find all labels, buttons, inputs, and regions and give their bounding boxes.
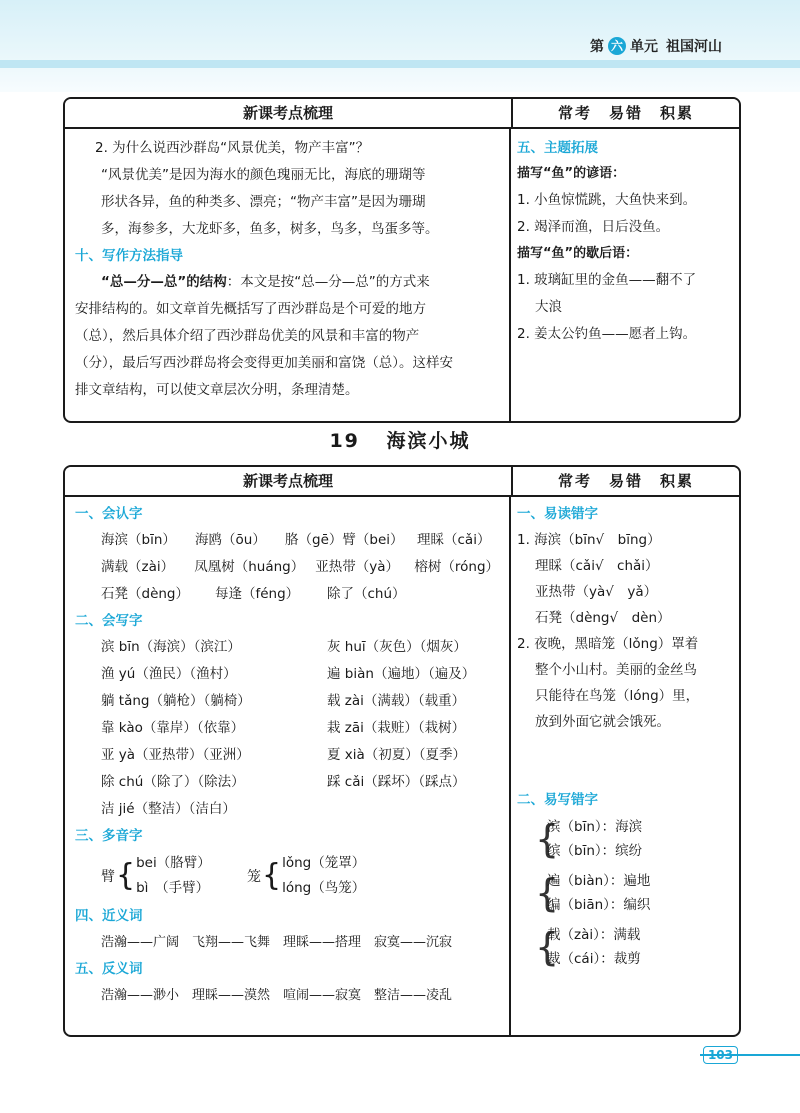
answer-line: “风景优美”是因为海水的颜色瑰丽无比，海底的珊瑚等 bbox=[101, 167, 426, 183]
read-item: 榕树（róng） bbox=[414, 559, 500, 575]
polyphone-readings bbox=[136, 851, 211, 901]
read-item: 凤凰树（huáng） bbox=[194, 559, 305, 575]
write-row bbox=[75, 634, 499, 661]
polyphone-group bbox=[101, 851, 247, 901]
proverb-item: 2. 竭泽而渔，日后没鱼。 bbox=[517, 219, 670, 235]
miswrite-pair bbox=[517, 923, 733, 971]
miswrite-pair-items bbox=[547, 815, 642, 863]
misread-sentence: 放到外面它就会饿死。 bbox=[535, 714, 670, 730]
polyphone-reading: lóng（鸟笼） bbox=[282, 880, 366, 896]
box-header bbox=[65, 99, 739, 129]
left-column-title: 新课考点梳理 bbox=[65, 467, 513, 495]
box-body bbox=[65, 129, 739, 421]
miswrite-item: 缤（bīn）：缤纷 bbox=[547, 843, 643, 859]
antonym-list: 浩瀚——渺小 理睬——漠然 喧闹——寂寞 整洁——凌乱 bbox=[101, 988, 453, 1003]
brace-icon: { bbox=[535, 925, 560, 969]
unit-suffix: 单元 bbox=[630, 39, 658, 55]
xiehouyu-item: 1. 玻璃缸里的金鱼——翻不了 bbox=[517, 272, 697, 288]
read-item: 亚热带（yà） bbox=[315, 559, 399, 575]
miswrite-item: 编（biān）：编织 bbox=[547, 897, 651, 913]
misread-sentence: 只能待在鸟笼（lóng）里， bbox=[535, 688, 700, 704]
box-header bbox=[65, 467, 739, 497]
structure-term: “总—分—总”的结构 bbox=[101, 274, 227, 290]
miswrite-pair bbox=[517, 869, 733, 917]
write-row bbox=[75, 688, 499, 715]
brace-icon: { bbox=[535, 817, 560, 861]
read-item: 海滨（bīn） bbox=[101, 532, 176, 548]
write-item: 遍 biàn（遍地）（遍及） bbox=[327, 666, 476, 682]
miswrite-item: 滨（bīn）：海滨 bbox=[547, 819, 643, 835]
write-item: 靠 kào（靠岸）（依靠） bbox=[101, 720, 245, 736]
xiehouyu-heading: 描写“鱼”的歇后语： bbox=[517, 246, 639, 261]
unit-number-badge: 六 bbox=[608, 37, 626, 55]
section-heading: 四、近义词 bbox=[75, 908, 143, 924]
right-column bbox=[511, 129, 739, 421]
spacer bbox=[517, 735, 733, 787]
polyphone-reading: bì （手臂） bbox=[136, 880, 210, 896]
section-heading: 十、写作方法指导 bbox=[75, 248, 183, 264]
miswrite-item: 裁（cái）：裁剪 bbox=[547, 951, 641, 967]
write-item: 渔 yú（渔民）（渔村） bbox=[101, 666, 237, 682]
misread-sentence: 整个小山村。美丽的金丝鸟 bbox=[535, 662, 697, 678]
write-item: 洁 jié（整洁）（洁白） bbox=[101, 801, 236, 817]
miswrite-pair-items bbox=[547, 869, 650, 917]
left-column bbox=[65, 129, 511, 421]
write-item: 滨 bīn（海滨）（滨江） bbox=[101, 639, 241, 655]
page-number: 103 bbox=[703, 1046, 738, 1064]
structure-line bbox=[75, 269, 499, 296]
section-heading: 五、主题拓展 bbox=[517, 140, 598, 156]
misread-item: 亚热带（yà√ yǎ） bbox=[535, 584, 658, 600]
unit-title: 祖国河山 bbox=[666, 39, 722, 55]
read-item: 每逢（féng） bbox=[215, 586, 300, 602]
review-box-19 bbox=[63, 465, 741, 1037]
answer-line: 多，海参多，大龙虾多，鱼多，树多，鸟多，鸟蛋多等。 bbox=[101, 221, 439, 237]
structure-text: ：本文是按“总—分—总”的方式来 bbox=[226, 274, 430, 290]
read-row bbox=[75, 527, 499, 554]
write-item: 栽 zāi（栽赃）（栽树） bbox=[327, 720, 466, 736]
lesson-title bbox=[0, 426, 800, 453]
xiehouyu-item-cont: 大浪 bbox=[535, 299, 562, 315]
proverb-heading: 描写“鱼”的谚语： bbox=[517, 166, 626, 181]
synonym-list: 浩瀚——广阔 飞翔——飞舞 理睬——搭理 寂寞——沉寂 bbox=[101, 935, 453, 950]
proverb-item: 1. 小鱼惊慌跳，大鱼快来到。 bbox=[517, 192, 697, 208]
lesson-name: 海滨小城 bbox=[386, 430, 471, 452]
left-column bbox=[65, 497, 511, 1035]
section-heading: 二、会写字 bbox=[75, 613, 143, 629]
write-row bbox=[75, 769, 499, 796]
misread-item: 理睬（cǎi√ chǎi） bbox=[535, 558, 659, 574]
read-row bbox=[75, 554, 499, 581]
write-item: 灰 huī（灰色）（烟灰） bbox=[327, 639, 467, 655]
read-item: 满载（zài） bbox=[101, 559, 175, 575]
question-2: 2. 为什么说西沙群岛“风景优美，物产丰富”？ bbox=[95, 140, 370, 156]
write-item: 除 chú（除了）（除法） bbox=[101, 774, 245, 790]
read-item: 胳（gē）臂（bei） bbox=[285, 532, 404, 548]
unit-header bbox=[590, 36, 722, 56]
misread-item: 石凳（dèng√ dèn） bbox=[535, 610, 671, 626]
structure-text: （分），最后写西沙群岛将会变得更加美丽和富饶（总）。这样安 bbox=[75, 355, 453, 371]
right-column-title: 常考 易错 积累 bbox=[557, 104, 694, 122]
write-item: 躺 tǎng（躺枪）（躺椅） bbox=[101, 693, 251, 709]
read-item: 石凳（dèng） bbox=[101, 586, 190, 602]
write-row bbox=[75, 715, 499, 742]
read-item: 理睬（cǎi） bbox=[417, 532, 491, 548]
write-item: 夏 xià（初夏）（夏季） bbox=[327, 747, 467, 763]
write-item: 踩 cǎi（踩坏）（踩点） bbox=[327, 774, 466, 790]
structure-text: （总），然后具体介绍了西沙群岛优美的风景和丰富的物产 bbox=[75, 328, 420, 344]
unit-prefix: 第 bbox=[590, 39, 604, 55]
miswrite-item: 遍（biàn）：遍地 bbox=[547, 873, 651, 889]
structure-text: 排文章结构，可以使文章层次分明，条理清楚。 bbox=[75, 382, 359, 398]
miswrite-pair-items bbox=[547, 923, 641, 971]
write-item: 载 zài（满载）（载重） bbox=[327, 693, 466, 709]
answer-line: 形状各异，鱼的种类多、漂亮；“物产丰富”是因为珊瑚 bbox=[101, 194, 426, 210]
banner-band bbox=[0, 60, 800, 68]
polyphone-reading: lǒng（笼罩） bbox=[282, 855, 366, 871]
section-heading: 二、易写错字 bbox=[517, 792, 598, 808]
review-box-18 bbox=[63, 97, 741, 423]
write-row bbox=[75, 661, 499, 688]
miswrite-pair bbox=[517, 815, 733, 863]
lesson-number: 19 bbox=[329, 430, 360, 452]
write-row bbox=[75, 742, 499, 769]
polyphone-reading: bei（胳臂） bbox=[136, 855, 211, 871]
misread-item: 1. 海滨（bīn√ bīng） bbox=[517, 532, 661, 548]
write-row bbox=[75, 796, 499, 823]
misread-sentence: 2. 夜晚，黑暗笼（lǒng）罩着 bbox=[517, 636, 699, 652]
polyphone-char: 笼 bbox=[247, 869, 261, 885]
read-item: 除了（chú） bbox=[327, 586, 406, 602]
polyphone-group bbox=[247, 851, 365, 901]
polyphone-row bbox=[75, 849, 499, 903]
structure-text: 安排结构的。如文章首先概括写了西沙群岛是个可爱的地方 bbox=[75, 301, 426, 317]
brace-icon: { bbox=[535, 871, 560, 915]
polyphone-readings bbox=[282, 851, 365, 901]
right-column-title: 常考 易错 积累 bbox=[557, 472, 694, 490]
read-row bbox=[75, 581, 499, 608]
section-heading: 五、反义词 bbox=[75, 961, 143, 977]
xiehouyu-item: 2. 姜太公钓鱼——愿者上钩。 bbox=[517, 326, 697, 342]
left-column-title: 新课考点梳理 bbox=[65, 99, 513, 127]
box-body bbox=[65, 497, 739, 1035]
right-column bbox=[511, 497, 739, 1035]
read-item: 海鸥（ōu） bbox=[195, 532, 266, 548]
polyphone-char: 臂 bbox=[101, 869, 115, 885]
section-heading: 三、多音字 bbox=[75, 828, 143, 844]
miswrite-item: 载（zài）：满载 bbox=[547, 927, 641, 943]
write-item: 亚 yà（亚热带）（亚洲） bbox=[101, 747, 250, 763]
brace-icon: { bbox=[116, 858, 136, 893]
brace-icon: { bbox=[262, 858, 282, 893]
section-heading: 一、易读错字 bbox=[517, 506, 598, 522]
section-heading: 一、会认字 bbox=[75, 506, 143, 522]
